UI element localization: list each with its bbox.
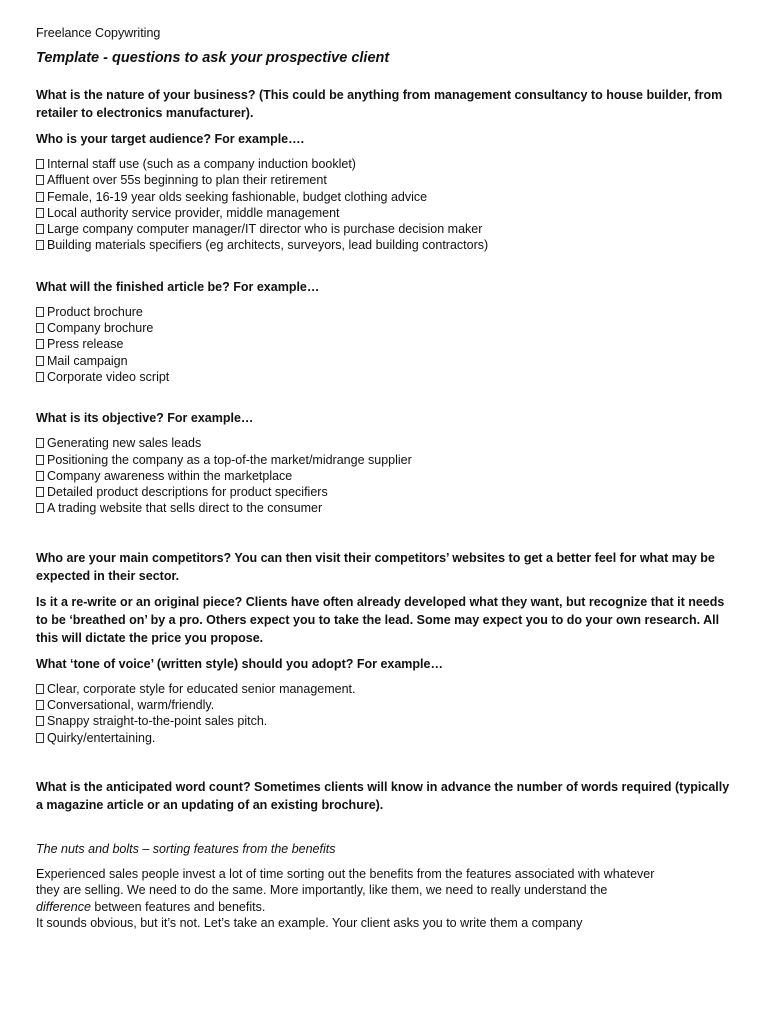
bullet-icon	[36, 733, 44, 743]
bullet-icon	[36, 716, 44, 726]
bullet-icon	[36, 307, 44, 317]
body-paragraph: Experienced sales people invest a lot of time sorting out the benefits from the features associated with whatever they are selling. We need to do the same. More importantly, like them, we need to really understand the difference between features and benefits.	[36, 866, 655, 914]
bullet-icon	[36, 438, 44, 448]
question-tone-of-voice: What ‘tone of voice’ (written style) should you adopt? For example…	[36, 656, 443, 671]
question-objective: What is its objective? For example…	[36, 411, 254, 426]
list-item: Company brochure	[36, 320, 736, 336]
document-label: Freelance Copywriting	[36, 26, 161, 40]
list-item: Detailed product descriptions for product specifiers	[36, 484, 736, 500]
bullet-icon	[36, 175, 44, 185]
question-competitors: Who are your main competitors? You can then visit their competitors’ websites to get a better feel for what may be expected in their sector.	[36, 550, 715, 583]
list-item: Female, 16-19 year olds seeking fashionable, budget clothing advice	[36, 189, 736, 205]
audience-list	[36, 156, 736, 254]
tone-list	[36, 681, 736, 746]
bullet-icon	[36, 224, 44, 234]
bullet-icon	[36, 240, 44, 250]
bullet-icon	[36, 684, 44, 694]
bullet-icon	[36, 192, 44, 202]
bullet-icon	[36, 372, 44, 382]
list-item: Corporate video script	[36, 369, 736, 385]
list-item: Affluent over 55s beginning to plan their retirement	[36, 172, 736, 188]
question-target-audience: Who is your target audience? For example….	[36, 132, 305, 146]
document-page	[36, 24, 736, 931]
document-title: Template - questions to ask your prospective client	[36, 50, 390, 66]
question-word-count: What is the anticipated word count? Sometimes clients will know in advance the number of words required (typically a magazine article or an updating of an existing brochure).	[36, 779, 730, 812]
list-item: Large company computer manager/IT director who is purchase decision maker	[36, 221, 736, 237]
list-item: Local authority service provider, middle management	[36, 205, 736, 221]
list-item: Company awareness within the marketplace	[36, 468, 736, 484]
bullet-icon	[36, 503, 44, 513]
bullet-icon	[36, 208, 44, 218]
bullet-icon	[36, 455, 44, 465]
question-rewrite-or-original: Is it a re-write or an original piece? Clients have often already developed what they want, but recognize that it needs to be ‘breathed on’ by a pro. Others expect you to take the lead. Some may expect you to do your own research. All this will dictate the price you propose.	[36, 594, 725, 645]
list-item: Snappy straight-to-the-point sales pitch.	[36, 713, 736, 729]
body-paragraph-continued: It sounds obvious, but it’s not. Let’s take an example. Your client asks you to write them a company	[36, 915, 583, 930]
objective-list	[36, 435, 736, 516]
list-item: Quirky/entertaining.	[36, 730, 736, 746]
list-item: Conversational, warm/friendly.	[36, 697, 736, 713]
list-item: Generating new sales leads	[36, 435, 736, 451]
list-item: Positioning the company as a top-of-the market/midrange supplier	[36, 452, 736, 468]
list-item: A trading website that sells direct to the consumer	[36, 500, 736, 516]
article-type-list	[36, 304, 736, 385]
bullet-icon	[36, 700, 44, 710]
bullet-icon	[36, 339, 44, 349]
list-item: Building materials specifiers (eg architects, surveyors, lead building contractors)	[36, 237, 736, 253]
question-business-nature: What is the nature of your business? (This could be anything from management consultancy to house builder, from retailer to electronics manufacturer).	[36, 88, 723, 120]
question-finished-article: What will the finished article be? For example…	[36, 279, 320, 294]
list-item: Clear, corporate style for educated senior management.	[36, 681, 736, 697]
bullet-icon	[36, 487, 44, 497]
bullet-icon	[36, 471, 44, 481]
bullet-icon	[36, 356, 44, 366]
list-item: Internal staff use (such as a company induction booklet)	[36, 156, 736, 172]
section-heading: The nuts and bolts – sorting features from the benefits	[36, 841, 336, 856]
bullet-icon	[36, 323, 44, 333]
list-item: Product brochure	[36, 304, 736, 320]
list-item: Press release	[36, 336, 736, 352]
list-item: Mail campaign	[36, 353, 736, 369]
bullet-icon	[36, 159, 44, 169]
